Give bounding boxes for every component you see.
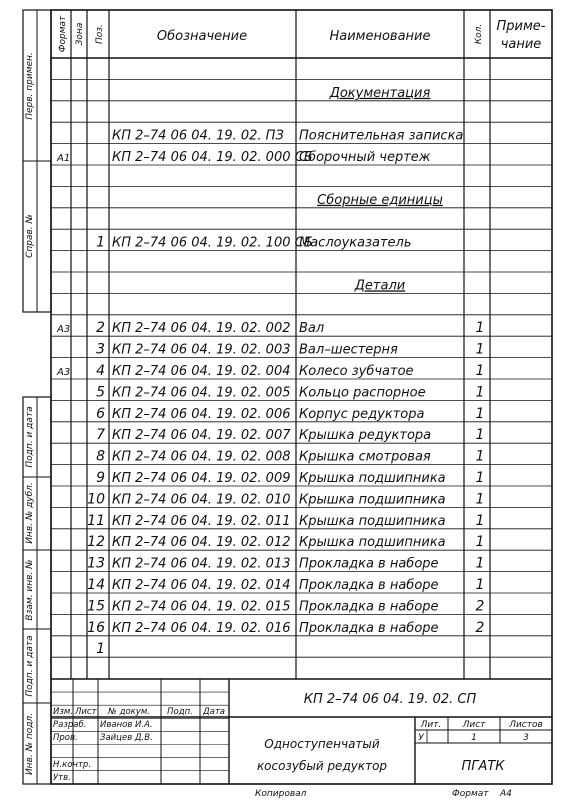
row-designation: КП 2–74 06 04. 19. 02. 013 [112,556,291,572]
footer [255,789,512,799]
sheets-label: Листов [509,720,543,730]
lit-label: Лит. [420,720,442,730]
row-format: А1 [57,153,71,164]
doc-code: КП 2–74 06 04. 19. 02. СП [303,692,477,707]
name-prov: Зайцев Д.В. [100,733,153,743]
col-list: Лист [75,707,97,717]
header-note: Приме- [496,19,546,34]
row-name: Корпус редуктора [299,406,425,422]
row-name: Крышка подшипника [299,471,446,486]
table-row [96,641,105,657]
row-qty: 1 [475,577,485,593]
table-row [96,449,484,465]
row-pos: 15 [87,598,105,615]
doc-title-line-2: косозубый редуктор [256,759,388,773]
row-name: Пояснительная записка [299,128,464,144]
header-note-2: чание [500,37,542,52]
row-qty: 1 [475,341,485,358]
role-utv: Утв. [53,773,71,783]
row-qty: 1 [475,555,485,572]
table-row [87,620,484,636]
header-name: Наименование [329,29,431,44]
row-pos: 1 [96,641,105,658]
row-designation: КП 2–74 06 04. 19. 02. 016 [112,620,291,636]
row-name: Прокладка в наборе [299,556,439,572]
row-pos: 14 [87,577,105,593]
table-header [58,15,546,52]
row-designation: КП 2–74 06 04. 19. 02. 009 [112,471,291,486]
row-pos: 13 [87,555,105,572]
doc-title-line-1: Одноступенчатый [264,737,380,751]
row-pos: 11 [87,512,105,529]
row-name: Крышка редуктора [299,428,432,444]
side-label-sign-date: Подп. и дата [25,406,35,468]
row-name: Колесо зубчатое [299,364,414,379]
row-designation: КП 2–74 06 04. 19. 02. 003 [112,342,291,358]
side-label-vzam-inv: Взам. инв. № [25,559,35,621]
row-format: А3 [57,367,71,378]
table-body [56,86,485,657]
table-row [87,556,484,572]
col-sign: Подп. [167,707,193,717]
row-name: Прокладка в наборе [299,599,439,615]
row-designation: КП 2–74 06 04. 19. 02. 015 [112,599,291,615]
row-pos: 9 [96,470,105,486]
row-pos: 16 [87,619,105,636]
row-qty: 1 [475,405,485,422]
row-section-title: Сборные единицы [317,192,443,208]
col-docnum: № докум. [108,707,150,717]
row-name: Крышка подшипника [299,513,446,529]
row-section-title: Документация [329,85,431,101]
header-designation: Обозначение [156,29,248,44]
side-label-inv-dubl: Инв. № дубл. [25,482,35,544]
row-qty: 2 [475,598,485,615]
header-pos: Поз. [95,24,105,44]
table-row [56,150,431,165]
organization: ПГАТК [461,759,505,774]
row-pos: 8 [96,448,105,465]
row-pos: 2 [96,320,105,337]
row-designation: КП 2–74 06 04. 19. 02. 007 [112,428,291,444]
row-name: Прокладка в наборе [299,578,439,593]
table-row [96,342,484,358]
table-row [96,470,484,486]
row-pos: 10 [87,491,105,508]
row-qty: 1 [475,512,485,529]
col-date: Дата [202,707,226,717]
table-row [87,534,484,550]
row-name: Прокладка в наборе [299,620,439,636]
row-qty: 1 [475,448,485,465]
side-label-first-use: Перв. примен. [25,52,35,120]
row-designation: КП 2–74 06 04. 19. 02. 014 [112,578,291,593]
row-pos: 5 [96,384,105,401]
row-qty: 1 [475,534,485,551]
row-pos: 3 [96,341,105,358]
row-name: Крышка смотровая [299,449,431,465]
footer-copied: Копировал [255,789,307,799]
row-qty: 1 [475,470,485,486]
row-qty: 1 [475,384,485,401]
table-row [87,577,484,593]
table-row [87,598,484,614]
title-block [53,692,543,783]
table-row [96,406,484,422]
row-designation: КП 2–74 06 04. 19. 02. 100 СБ [112,235,313,251]
row-designation: КП 2–74 06 04. 19. 02. 006 [112,406,291,422]
row-designation: КП 2–74 06 04. 19. 02. 012 [112,535,291,551]
row-format: А3 [57,324,71,336]
row-designation: КП 2–74 06 04. 19. 02. 002 [112,321,291,337]
table-row [87,491,484,507]
row-section-title: Детали [354,278,406,294]
row-name: Кольцо распорное [299,385,426,401]
footer-format-label: Формат [452,789,489,799]
sheets-value: 3 [523,733,529,743]
row-designation: КП 2–74 06 04. 19. 02. 011 [112,513,291,529]
table-row [112,129,463,144]
row-name: Сборочный чертеж [299,150,431,165]
row-pos: 1 [96,234,105,251]
row-name: Маслоуказатель [299,235,412,251]
table-row [317,193,443,208]
row-designation: КП 2–74 06 04. 19. 02. ПЗ [112,128,284,144]
header-qty: Кол. [474,23,484,45]
sheet-label: Лист [462,720,486,730]
row-designation: КП 2–74 06 04. 19. 02. 000 СБ [112,150,313,165]
row-pos: 12 [87,534,105,551]
row-designation: КП 2–74 06 04. 19. 02. 005 [112,385,291,401]
row-name: Вал [299,321,325,337]
side-label-ref-no: Справ. № [25,214,35,258]
row-pos: 7 [96,427,105,444]
col-izm: Изм. [53,707,73,717]
side-label-inv-orig: Инв. № подл. [25,712,35,776]
table-row [96,427,484,443]
header-zone: Зона [75,22,85,46]
row-pos: 4 [96,363,105,379]
header-format: Формат [58,15,68,53]
table-row [56,363,484,379]
table-row [87,513,484,529]
table-row [96,235,411,251]
row-qty: 1 [475,491,485,508]
row-qty: 1 [475,427,485,444]
table-row [96,384,484,400]
role-prov: Пров. [53,733,78,743]
table-row [56,320,484,336]
row-name: Крышка подшипника [299,535,446,551]
row-designation: КП 2–74 06 04. 19. 02. 008 [112,449,291,465]
sheet-value: 1 [471,733,477,743]
row-designation: КП 2–74 06 04. 19. 02. 010 [112,492,291,508]
name-razrab: Иванов И.А. [100,720,153,730]
table-row [329,86,431,101]
row-qty: 2 [475,619,485,636]
row-name: Вал–шестерня [299,342,398,358]
footer-format-value: А4 [500,789,512,799]
row-qty: 1 [475,363,485,379]
role-razrab: Разраб. [53,720,87,730]
row-designation: КП 2–74 06 04. 19. 02. 004 [112,364,291,379]
side-label-sign-date-2: Подп. и дата [25,635,35,697]
row-name: Крышка подшипника [299,492,446,508]
lit-value: У [418,733,424,743]
role-nkontr: Н.контр. [53,760,92,770]
table-row [354,278,405,293]
row-pos: 6 [96,405,105,422]
row-qty: 1 [475,320,485,337]
